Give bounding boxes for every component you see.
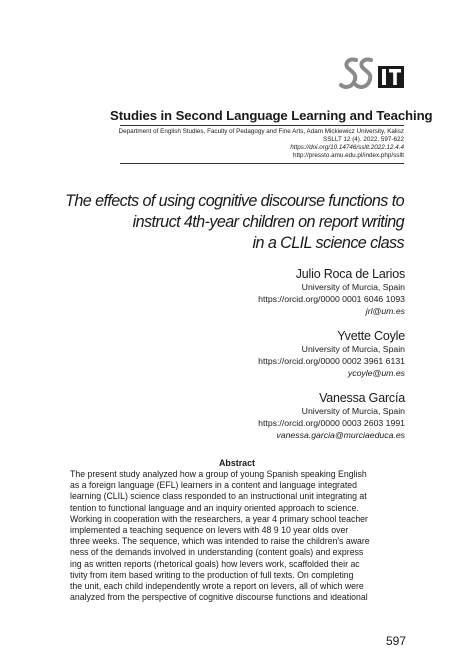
abstract-line: ing as written reports (rhetorical goals) how levers work, scaffolded their ac (70, 558, 360, 569)
author-email-link[interactable]: vanessa.garcia@murciaeduca.es (276, 429, 405, 440)
header-divider (120, 125, 404, 126)
abstract-line: tention to functional language and an inquiry oriented approach to science. (70, 502, 359, 513)
abstract-line: learning (CLIL) science class responded to an instructional unit integrating at (70, 491, 367, 502)
doi-link[interactable]: https://doi.org/10.14746/ssllt.2022.12.4.4 (290, 144, 404, 151)
author-block (150, 328, 405, 379)
journal-url-link[interactable]: http://pressto.amu.edu.pl/index.php/ssllt (293, 152, 404, 159)
abstract-body (70, 469, 406, 603)
author-email-link[interactable]: jrl@um.es (365, 305, 405, 316)
author-orcid-link[interactable]: https://orcid.org/0000 0003 2603 1991 (258, 417, 405, 428)
abstract-line: the unit, each child independently wrote a report on levers, all of which were (70, 581, 364, 592)
author-name: Yvette Coyle (337, 329, 405, 343)
title-line: in a CLIL science class (252, 234, 404, 252)
author-affiliation: University of Murcia, Spain (301, 344, 405, 354)
ssllt-logo (338, 54, 406, 94)
author-affiliation: University of Murcia, Spain (301, 406, 405, 416)
journal-department: Department of English Studies, Faculty of Pedagogy and Fine Arts, Adam Mickiewicz University, Kalisz (118, 128, 404, 135)
journal-name: Studies in Second Language Learning and Teaching (110, 108, 433, 123)
journal-citation: SSLLT 12 (4). 2022. 597-622 (323, 136, 404, 143)
page-number: 597 (385, 634, 406, 648)
abstract-line: ness of the demands involved in understanding (content goals) and express (70, 547, 364, 558)
abstract-line: three weeks. The sequence, which was intended to raise the children's aware (70, 536, 370, 547)
header-divider-bottom (120, 163, 404, 164)
title-line: instruct 4th-year children on report writing (132, 213, 404, 231)
abstract-line: The present study analyzed how a group of young Spanish speaking English (70, 469, 367, 479)
abstract-line: Working in cooperation with the researchers, a year 4 primary school teacher (70, 513, 368, 524)
author-email-link[interactable]: ycoyle@um.es (347, 367, 405, 378)
author-orcid-link[interactable]: https://orcid.org/0000 0002 3961 6131 (258, 355, 405, 366)
author-affiliation: University of Murcia, Spain (301, 282, 405, 292)
abstract-line: analyzed from the perspective of cognitive discourse functions and ideational (70, 592, 368, 603)
author-name: Vanessa García (319, 391, 405, 405)
author-orcid-link[interactable]: https://orcid.org/0000 0001 6046 1093 (258, 293, 405, 304)
abstract-line: as a foreign language (EFL) learners in a content and language integrated (70, 480, 358, 491)
author-name: Julio Roca de Larios (295, 267, 405, 281)
abstract-line: implemented a teaching sequence on levers with 48 9 10 year olds over (70, 525, 349, 536)
article-title (60, 191, 404, 254)
author-block (150, 266, 405, 317)
abstract-line: tivity from item based writing to the production of full texts. On completing (70, 569, 354, 580)
abstract-heading: Abstract (218, 458, 255, 468)
author-block (150, 390, 405, 441)
title-line: The effects of using cognitive discourse functions to (65, 192, 404, 210)
